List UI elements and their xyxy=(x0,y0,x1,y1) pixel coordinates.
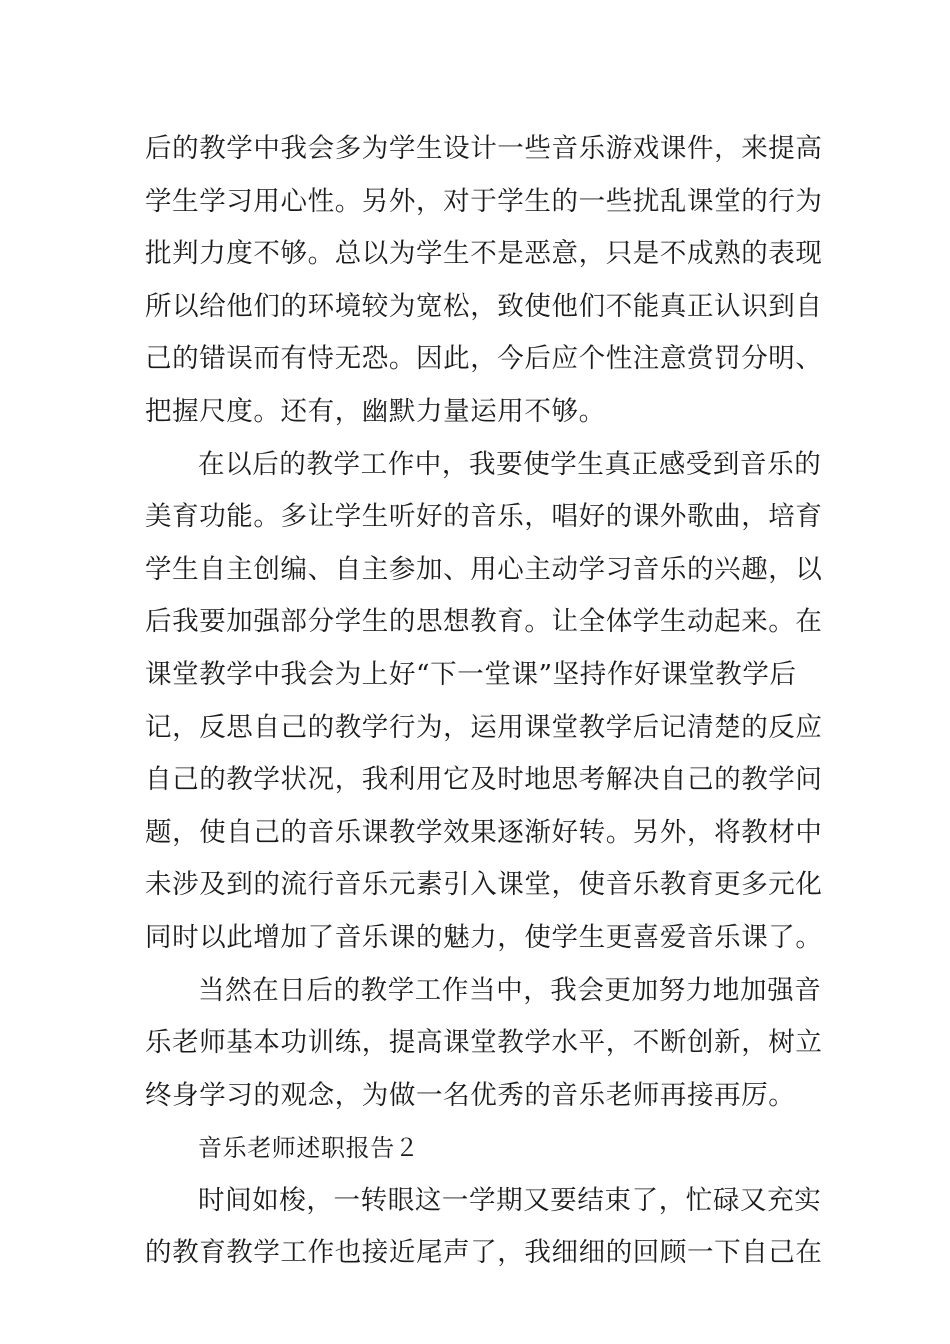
text-line: 批判力度不够。总以为学生不是恶意，只是不成熟的表现 xyxy=(145,238,823,270)
document-body xyxy=(145,123,823,1280)
text-line: 学生学习用心性。另外，对于学生的一些扰乱课堂的行为 xyxy=(145,185,823,217)
text-line: 题，使自己的音乐课教学效果逐渐好转。另外，将教材中 xyxy=(145,816,823,848)
text-line: 自己的教学状况，我利用它及时地思考解决自己的教学问 xyxy=(145,764,823,796)
text-line: 学生自主创编、自主参加、用心主动学习音乐的兴趣，以 xyxy=(145,553,823,585)
text-line: 时间如梭，一转眼这一学期又要结束了，忙碌又充实 xyxy=(198,1184,822,1216)
text-line: 当然在日后的教学工作当中，我会更加努力地加强音 xyxy=(198,974,822,1006)
text-line: 课堂教学中我会为上好“下一堂课”坚持作好课堂教学后 xyxy=(145,658,797,690)
text-line: 后的教学中我会多为学生设计一些音乐游戏课件，来提高 xyxy=(145,133,823,164)
text-line: 把握尺度。还有，幽默力量运用不够。 xyxy=(145,395,606,427)
text-line: 后我要加强部分学生的思想教育。让全体学生动起来。在 xyxy=(145,606,823,638)
text-line: 己的错误而有恃无恐。因此，今后应个性注意赏罚分明、 xyxy=(145,343,823,375)
text-line: 在以后的教学工作中，我要使学生真正感受到音乐的 xyxy=(198,448,822,480)
text-line: 的教育教学工作也接近尾声了，我细细的回顾一下自己在 xyxy=(145,1237,823,1269)
text-line: 同时以此增加了音乐课的魅力，使学生更喜爱音乐课了。 xyxy=(145,921,823,953)
text-line: 终身学习的观念，为做一名优秀的音乐老师再接再厉。 xyxy=(145,1079,796,1111)
text-line: 所以给他们的环境较为宽松，致使他们不能真正认识到自 xyxy=(145,290,823,322)
text-line: 乐老师基本功训练，提高课堂教学水平，不断创新，树立 xyxy=(145,1027,823,1059)
text-line: 美育功能。多让学生听好的音乐，唱好的课外歌曲，培育 xyxy=(145,501,823,533)
text-line: 记，反思自己的教学行为，运用课堂教学后记清楚的反应 xyxy=(145,711,823,743)
text-line: 未涉及到的流行音乐元素引入课堂，使音乐教育更多元化 xyxy=(145,869,823,901)
section-heading: 音乐老师述职报告２ xyxy=(198,1134,420,1163)
